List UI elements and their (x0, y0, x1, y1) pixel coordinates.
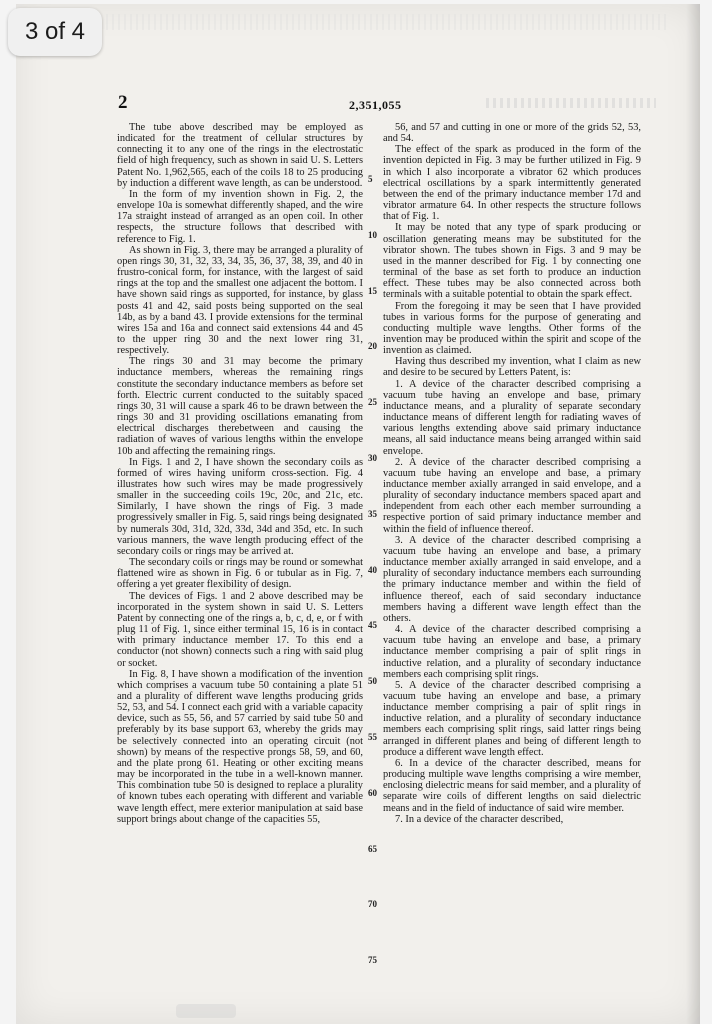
page-indicator-badge: 3 of 4 (8, 8, 102, 56)
line-number: 70 (368, 899, 377, 910)
paragraph: The secondary coils or rings may be round or somewhat flattened wire as shown in Fig. 6 or tubular as in Fig. 7, offering a yet greater flexibility of design. (117, 557, 363, 591)
paragraph: In Fig. 8, I have shown a modification of the invention which comprises a vacuum tube 50 containing a plate 51 and a plurality of different wave lengths producing grids 52, 53, and 54. I connect each grid with a variable capacity device, such as 55, 56, and 57 carried by said tube 50 and preferably by its base support 63, whereby the grids may be selectively connected into an operating circuit (not shown) by means of the respective prongs 58, 59, and 60, and the plate prong 61. Heating or other exciting means may be incorporated in the tube in a well-known manner. This combination tube 50 is designed to replace a plurality of known tubes each operating with different and variable wave length effect, mere exterior manipulation at said base support brings about change of the capacities 55, (117, 668, 363, 825)
scan-artifact (486, 98, 656, 108)
paragraph: As shown in Fig. 3, there may be arranged a plurality of open rings 30, 31, 32, 33, 34, 35, 36, 37, 38, 39, and 40 in frustro-conical form, for instance, with the largest of said rings at the top and the smallest one adjacent the bottom. I have shown said rings as supported, for instance, by glass posts 41 and 42, said posts being supported on the seal 14b, as by a band 43. I provide extensions for the terminal wires 15a and 16a and connect said extensions 44 and 45 to the upper ring 30 and the next lower ring 31, respectively. (117, 244, 363, 357)
paragraph: 7. In a device of the character described, (395, 813, 564, 825)
line-number: 15 (368, 285, 377, 296)
paragraph: The rings 30 and 31 may become the primary inductance members, whereas the remaining rings constitute the secondary inductance members as before set forth. Electric current conducted to the suitably spaced rings 30, 31 will cause a spark 46 to be drawn between the rings 30 and 31 providing oscillations emanating from electrical discharges therebetween and causing the radiation of waves of various lengths within the envelope 10b and affecting the remaining rings. (117, 356, 363, 457)
patent-page (16, 4, 700, 1024)
line-number: 25 (368, 397, 377, 408)
line-number: 50 (368, 676, 377, 687)
line-number: 10 (368, 229, 377, 240)
scan-artifact (106, 14, 666, 30)
paragraph: From the foregoing it may be seen that I have provided tubes in various forms for the purpose of generating and conducting multiple wave lengths. Other forms of the invention may be produced within the spirit and scope of the invention as claimed. (383, 300, 641, 357)
paragraph: 3. A device of the character described comprising a vacuum tube having an envelope and base, a primary inductance member axially arranged in said envelope, and a plurality of secondary inductance members each surrounding the primary inductance member and within the field of influence thereof, each of said secondary inductance members having a different wave length effect than the others. (383, 534, 641, 624)
page-edge-shadow (686, 4, 700, 1024)
paragraph: The tube above described may be employed as indicated for the treatment of cellular structures by connecting it to any one of the rings in the electrostatic field of high frequency, such as shown in said U. S. Letters Patent No. 1,962,565, each of the coils 18 to 25 producing by induction a different wave length, as can be understood. (117, 122, 363, 189)
line-number: 5 (368, 174, 373, 184)
line-number: 35 (368, 508, 377, 519)
paragraph: 5. A device of the character described comprising a vacuum tube having an envelope and base, a primary inductance member comprising a pair of split rings in inductive relation, and a plurality of secondary inductance members each comprising split rings, said latter rings being arranged in different planes and being of different length to produce a different wave length effect. (383, 679, 641, 758)
paragraph: Having thus described my invention, what I claim as new and desire to be secured by Letters Patent, is: (383, 356, 641, 379)
scan-artifact (176, 1004, 236, 1018)
line-number: 45 (368, 620, 377, 631)
paragraph: 4. A device of the character described comprising a vacuum tube having an envelope and base, a primary inductance member comprising a pair of split rings in inductive relation, and a plurality of secondary inductance members each comprising split rings. (383, 624, 641, 680)
paragraph: The devices of Figs. 1 and 2 above described may be incorporated in the system shown in said U. S. Letters Patent by connecting one of the rings a, b, c, d, e, or f with plug 11 of Fig. 1, since either terminal 15, 16 is in contact with primary inductance member 17. To this end a conductor (not shown) connects such a ring with said plug or socket. (117, 590, 363, 669)
left-text-column (117, 122, 363, 825)
line-number: 20 (368, 341, 377, 352)
line-number: 40 (368, 564, 377, 575)
line-number: 30 (368, 453, 377, 463)
paragraph: In the form of my invention shown in Fig. 2, the envelope 10a is somewhat differently shaped, and the wire 17a straight instead of arranged as an open coil. In other respects, the structure follows that described with reference to Fig. 1. (117, 188, 363, 245)
paragraph: 6. In a device of the character described, means for producing multiple wave lengths comprising a wire member, enclosing dielectric means for said member, and a plurality of separate wire coils of different lengths on said dielectric means and in the field of inductance of said wire member. (383, 757, 641, 814)
line-number: 65 (368, 843, 377, 854)
paragraph: The effect of the spark as produced in the form of the invention depicted in Fig. 3 may be further utilized in Fig. 9 in which I also incorporate a vibrator 62 which produces electrical oscillations by a spark intermittently generated between the end of the primary inductance member 17d and vibrator armature 64. In other respects the structure follows that of Fig. 1. (383, 144, 641, 223)
right-text-column (383, 122, 641, 825)
paragraph: 1. A device of the character described comprising a vacuum tube having an envelope and base, primary inductance means, and a plurality of separate secondary inductance means of different length for radiating waves of various lengths extending above said primary inductance means, all said inductance means being arranged within said envelope. (383, 378, 641, 457)
paragraph: 2. A device of the character described comprising a vacuum tube having an envelope and base, a primary inductance member axially arranged in said envelope, and a plurality of secondary inductance members spaced apart and independent from each other each member surrounding a respective portion of said primary inductance member and within the field of influence thereof. (383, 456, 641, 535)
patent-number: 2,351,055 (349, 98, 402, 112)
line-number: 75 (368, 955, 377, 966)
page-number: 2 (118, 92, 128, 113)
paragraph: It may be noted that any type of spark producing or oscillation generating means may be substituted for the vibrator shown. The tubes shown in Figs. 3 and 9 may be used in the manner described for Fig. 1 by connecting one terminal of the base as set forth to produce an induction effect. These tubes may be also connected across both terminals with a suitable potential to obtain the spark effect. (383, 222, 641, 301)
line-number: 60 (368, 787, 377, 798)
paragraph: 56, and 57 and cutting in one or more of the grids 52, 53, and 54. (383, 122, 641, 145)
paragraph: In Figs. 1 and 2, I have shown the secondary coils as formed of wires having uniform cross-section. Fig. 4 illustrates how such wires may be made progressively smaller in the succeeding coils 19c, 20c, and 21c, etc. Similarly, I have shown the rings of Fig. 3 made progressively smaller in Fig. 5, said rings being designated by numerals 30d, 31d, 32d, 33d, 34d and 35d, etc. In such various manners, the wave length producing effect of the secondary coils or rings may be arrived at. (117, 456, 363, 557)
line-number: 55 (368, 732, 377, 742)
